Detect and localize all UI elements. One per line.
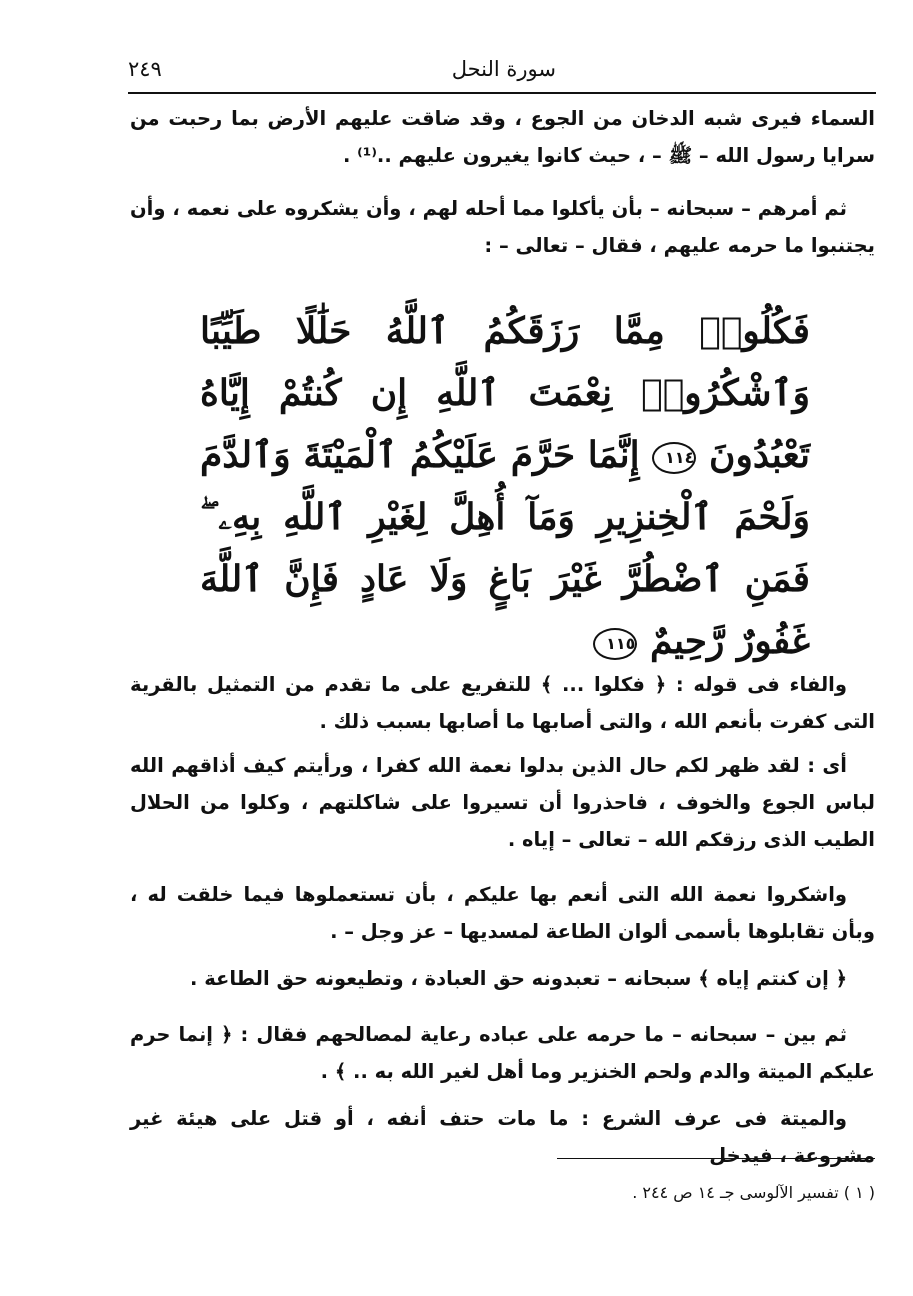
commentary-1: والفاء فى قوله : ﴿ فكلوا ... ﴾ للتفريع على ما تقدم من التمثيل بالقرية التى كفرت بأنعم الله ، والتى أصابها ما أصابها بسبب ذلك .: [130, 673, 875, 733]
paragraph-1: السماء فيرى شبه الدخان من الجوع ، وقد ضاقت عليهم الأرض بما رحبت من سرايا رسول الله – ﷺ – ، حيث كانوا يغيرون عليهم ..⁽¹⁾ .: [130, 107, 875, 167]
verse-number-mark: ١١٥: [593, 628, 637, 660]
commentary-4: ﴿ إن كنتم إياه ﴾ سبحانه – تعبدونه حق العبادة ، وتطيعونه حق الطاعة .: [190, 967, 847, 990]
verse-number-mark: ١١٤: [652, 442, 696, 474]
footnote: ( ١ ) تفسير الآلوسى جـ ١٤ ص ٢٤٤ .: [632, 1183, 875, 1202]
commentary-6: والميتة فى عرف الشرع : ما مات حتف أنفه ، أو قتل على هيئة غير مشروعة ، فيدخل: [130, 1107, 875, 1167]
paragraph-2: ثم أمرهم – سبحانه – بأن يأكلوا مما أحله لهم ، وأن يشكروه على نعمه ، وأن يجتنبوا ما حرمه عليهم ، فقال – تعالى – :: [130, 197, 875, 257]
running-head: [128, 55, 876, 89]
footnote-divider: [557, 1158, 875, 1159]
header-divider: [128, 92, 876, 94]
commentary-5: ثم بين – سبحانه – ما حرمه على عباده رعاية لمصالحهم فقال : ﴿ إنما حرم عليكم الميتة والدم ولحم الخنزير وما أهل لغير الله به .. ﴾ .: [130, 1023, 875, 1083]
page-number: ٢٤٩: [128, 57, 162, 81]
verse-115: إِنَّمَا حَرَّمَ عَلَيْكُمُ ٱلْمَيْتَةَ وَٱلدَّمَ وَلَحْمَ ٱلْخِنزِيرِ وَمَآ أُهِلَّ لِغَيْرِ ٱللَّهِ بِهِۦ ۖ فَمَنِ ٱضْطُرَّ غَيْرَ بَاغٍ وَلَا عَادٍ فَإِنَّ ٱللَّهَ غَفُورٌ رَّحِيمٌ: [200, 434, 810, 662]
commentary-2: أى : لقد ظهر لكم حال الذين بدلوا نعمة الله كفرا ، ورأيتم كيف أذاقهم الله لباس الجوع والخوف ، فاحذروا أن تسيروا على شاكلتهم ، وكلوا من الحلال الطيب الذى رزقكم الله – تعالى – إياه .: [130, 754, 875, 851]
verse-114: فَكُلُوا۟ مِمَّا رَزَقَكُمُ ٱللَّهُ حَلَٰلًا طَيِّبًا وَٱشْكُرُوا۟ نِعْمَتَ ٱللَّهِ إِن كُنتُمْ إِيَّاهُ تَعْبُدُونَ: [200, 310, 810, 476]
quran-verses: [200, 300, 810, 672]
surah-title: سورة النحل: [451, 57, 556, 81]
commentary-3: واشكروا نعمة الله التى أنعم بها عليكم ، بأن تستعملوها فيما خلقت له ، وبأن تقابلوها بأسمى ألوان الطاعة لمسديها – عز وجل – .: [130, 883, 875, 943]
